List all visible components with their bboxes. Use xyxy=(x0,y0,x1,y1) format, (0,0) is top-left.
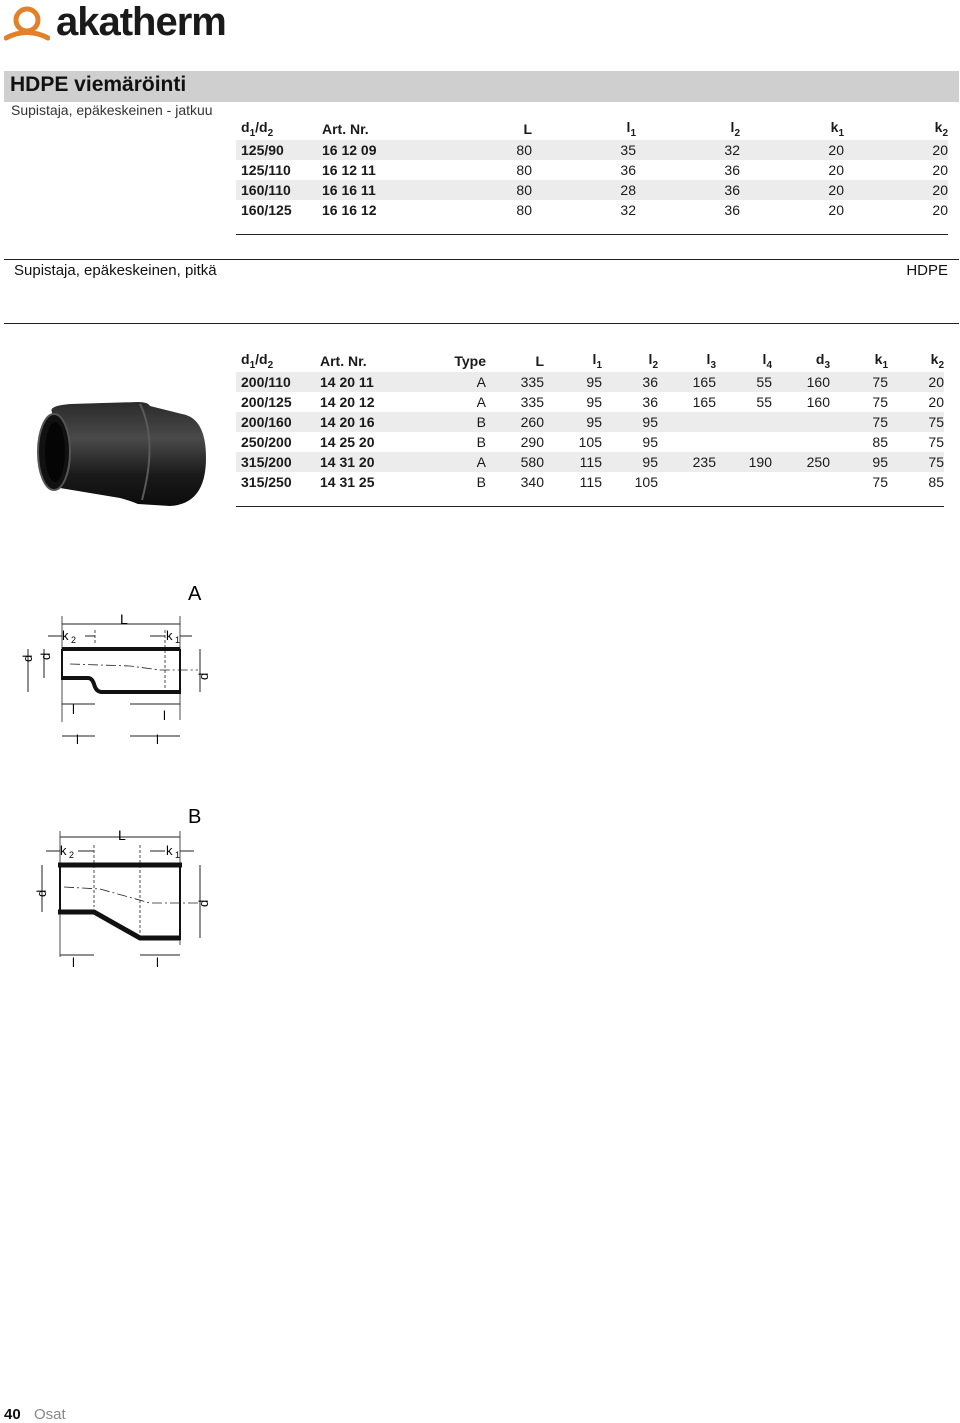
header-d1-d2: $d_1/d_2$ xyxy=(241,351,274,371)
table-cell: B xyxy=(406,412,486,432)
table-cell: 80 xyxy=(422,140,532,160)
table-cell: 115 xyxy=(544,452,602,472)
table-cell: 36 xyxy=(620,162,636,178)
svg-text:d: d xyxy=(20,654,35,662)
akatherm-logo-icon xyxy=(4,3,50,41)
table-cell: A xyxy=(476,394,486,410)
table-cell: 235 xyxy=(658,452,716,472)
svg-text:d: d xyxy=(196,672,211,680)
table-cell: 125/110 xyxy=(241,162,291,178)
table-cell xyxy=(772,412,830,432)
table-cell xyxy=(658,432,716,452)
table-row xyxy=(236,372,944,392)
table-cell: 35 xyxy=(532,140,636,160)
table-cell: 250/200 xyxy=(241,434,292,450)
table-cell: 16 12 09 xyxy=(322,140,422,160)
table-row xyxy=(236,452,944,472)
table-cell: 95 xyxy=(544,412,602,432)
table-cell: 160 xyxy=(772,372,830,392)
table-cell: 20 xyxy=(888,372,944,392)
divider xyxy=(4,323,959,324)
dimension-table-1 xyxy=(236,118,948,220)
table-cell xyxy=(716,432,772,452)
table-cell: 75 xyxy=(888,452,944,472)
reducer-photo xyxy=(30,380,210,515)
table-row xyxy=(236,432,944,452)
page-number: 40 xyxy=(4,1406,21,1423)
table-cell: 80 xyxy=(516,162,532,178)
divider xyxy=(236,506,944,507)
table-cell: 16 16 12 xyxy=(322,202,377,218)
table-cell: 335 xyxy=(486,372,544,392)
header-L: L xyxy=(523,121,532,137)
table-cell: 125/90 xyxy=(236,140,322,160)
table-cell: 105 xyxy=(578,434,602,450)
section-title: Supistaja, epäkeskeinen, pitkä xyxy=(14,262,217,279)
table-cell: 36 xyxy=(636,180,740,200)
header-art-nr: Art. Nr. xyxy=(320,353,367,369)
diagram-b-label: B xyxy=(188,806,202,828)
table-cell: 165 xyxy=(658,372,716,392)
table-cell: 165 xyxy=(692,394,716,410)
svg-text:l: l xyxy=(76,732,79,747)
table-cell: 20 xyxy=(932,162,948,178)
table-cell: 95 xyxy=(544,372,602,392)
svg-text:1: 1 xyxy=(175,850,181,860)
header-l4: $l_4$ xyxy=(762,351,772,371)
table-cell: 36 xyxy=(724,162,740,178)
page-subtitle: Supistaja, epäkeskeinen - jatkuu xyxy=(11,102,213,118)
table-cell: A xyxy=(406,372,486,392)
table-cell: 14 20 16 xyxy=(320,412,406,432)
header-k1: $k_1$ xyxy=(874,351,888,371)
header-k1: $k_1$ xyxy=(830,119,844,139)
table-cell xyxy=(658,412,716,432)
table-cell: 95 xyxy=(642,434,658,450)
svg-text:k: k xyxy=(62,628,69,643)
dimension-table-2 xyxy=(236,350,944,492)
svg-text:1: 1 xyxy=(175,635,181,645)
table-row xyxy=(236,180,948,200)
svg-text:k: k xyxy=(166,628,173,643)
table-cell: 190 xyxy=(716,452,772,472)
table-cell: 32 xyxy=(636,140,740,160)
header-k2: $k_2$ xyxy=(930,351,944,371)
table-cell: 200/110 xyxy=(236,372,320,392)
table-cell: A xyxy=(406,452,486,472)
table-cell xyxy=(772,432,830,452)
table-cell: 20 xyxy=(828,162,844,178)
table-cell: 75 xyxy=(830,372,888,392)
header-l1: $l_1$ xyxy=(592,351,602,371)
svg-text:l: l xyxy=(163,708,166,723)
table-cell: 36 xyxy=(724,202,740,218)
table-cell: 20 xyxy=(844,140,948,160)
table-cell: 200/125 xyxy=(241,394,292,410)
svg-text:l: l xyxy=(156,732,159,747)
table-cell: 55 xyxy=(716,372,772,392)
diagram-type-b xyxy=(0,795,240,985)
table-cell: 36 xyxy=(642,394,658,410)
table-cell: 14 20 11 xyxy=(320,372,406,392)
table-row xyxy=(236,160,948,180)
table-cell: 315/250 xyxy=(241,474,292,490)
table-cell: 28 xyxy=(532,180,636,200)
svg-text:d: d xyxy=(196,899,211,907)
dim-L: L xyxy=(118,827,126,843)
page-title: HDPE viemäröinti xyxy=(10,73,187,96)
table-cell: 95 xyxy=(586,394,602,410)
table-cell: 95 xyxy=(602,412,658,432)
header-l2: $l_2$ xyxy=(648,351,658,371)
table-cell: B xyxy=(476,434,486,450)
table-cell: 20 xyxy=(740,140,844,160)
table-cell: 580 xyxy=(486,452,544,472)
svg-text:d: d xyxy=(34,889,49,897)
table-cell: 75 xyxy=(830,412,888,432)
divider xyxy=(4,259,959,260)
table-cell: 75 xyxy=(928,434,944,450)
table-cell: 105 xyxy=(634,474,658,490)
table-cell: 335 xyxy=(520,394,544,410)
svg-text:l: l xyxy=(72,955,75,970)
header-d3: $d_3$ xyxy=(815,351,830,371)
table-cell: 95 xyxy=(602,452,658,472)
table-cell: 160/110 xyxy=(236,180,322,200)
footer-label: Osat xyxy=(34,1406,66,1423)
table-cell xyxy=(658,472,716,492)
table-cell: 75 xyxy=(888,412,944,432)
table-cell: 85 xyxy=(928,474,944,490)
table-cell: 160 xyxy=(806,394,830,410)
table-cell: 20 xyxy=(844,180,948,200)
header-l2: $l_2$ xyxy=(730,119,740,139)
table-cell: 80 xyxy=(516,202,532,218)
header-art-nr: Art. Nr. xyxy=(322,121,369,137)
table-cell: 16 16 11 xyxy=(322,180,422,200)
header-k2: $k_2$ xyxy=(934,119,948,139)
table-cell: 32 xyxy=(620,202,636,218)
svg-text:d: d xyxy=(38,652,53,660)
table-cell: 115 xyxy=(579,474,602,490)
svg-text:l: l xyxy=(72,702,75,717)
table-cell: 95 xyxy=(830,452,888,472)
table-cell: B xyxy=(476,474,486,490)
table-cell: 16 12 11 xyxy=(322,162,376,178)
brand-name: akatherm xyxy=(56,0,226,44)
header-L: L xyxy=(535,353,544,369)
svg-text:k: k xyxy=(60,843,67,858)
table-cell: 55 xyxy=(756,394,772,410)
table-cell: 20 xyxy=(932,202,948,218)
table-cell: 75 xyxy=(872,474,888,490)
table-cell: 14 31 20 xyxy=(320,452,406,472)
table-cell: 315/200 xyxy=(236,452,320,472)
table-row xyxy=(236,392,944,412)
table-cell: 14 20 12 xyxy=(320,394,375,410)
table-cell xyxy=(772,472,830,492)
table-cell: 340 xyxy=(520,474,544,490)
diagram-type-a xyxy=(0,570,240,760)
svg-text:2: 2 xyxy=(69,850,75,860)
table-cell: 290 xyxy=(520,434,544,450)
table-cell: 20 xyxy=(740,180,844,200)
svg-text:l: l xyxy=(156,955,159,970)
table-cell: 36 xyxy=(602,372,658,392)
header-type: Type xyxy=(454,353,486,369)
table-cell: 250 xyxy=(772,452,830,472)
dim-L: L xyxy=(120,611,128,627)
table-cell: 14 25 20 xyxy=(320,434,375,450)
diagram-a-label: A xyxy=(188,583,202,605)
table-cell: 20 xyxy=(928,394,944,410)
table-row xyxy=(236,200,948,220)
table-header xyxy=(236,118,948,140)
table-cell: 260 xyxy=(486,412,544,432)
table-cell: 14 31 25 xyxy=(320,474,375,490)
svg-text:k: k xyxy=(166,843,173,858)
table-cell xyxy=(716,472,772,492)
table-header xyxy=(236,350,944,372)
table-cell: 85 xyxy=(872,434,888,450)
header-l3: $l_3$ xyxy=(706,351,716,371)
table-cell: 200/160 xyxy=(236,412,320,432)
table-cell: 75 xyxy=(872,394,888,410)
table-row xyxy=(236,472,944,492)
brand-logo xyxy=(4,2,226,42)
table-row xyxy=(236,412,944,432)
divider xyxy=(236,234,948,235)
table-cell: 160/125 xyxy=(241,202,292,218)
svg-text:2: 2 xyxy=(71,635,77,645)
header-d1-d2: $d_1/d_2$ xyxy=(241,119,274,139)
table-row xyxy=(236,140,948,160)
table-cell: 20 xyxy=(828,202,844,218)
table-cell: 80 xyxy=(422,180,532,200)
header-l1: $l_1$ xyxy=(626,119,636,139)
section-material: HDPE xyxy=(906,262,948,279)
table-cell xyxy=(716,412,772,432)
